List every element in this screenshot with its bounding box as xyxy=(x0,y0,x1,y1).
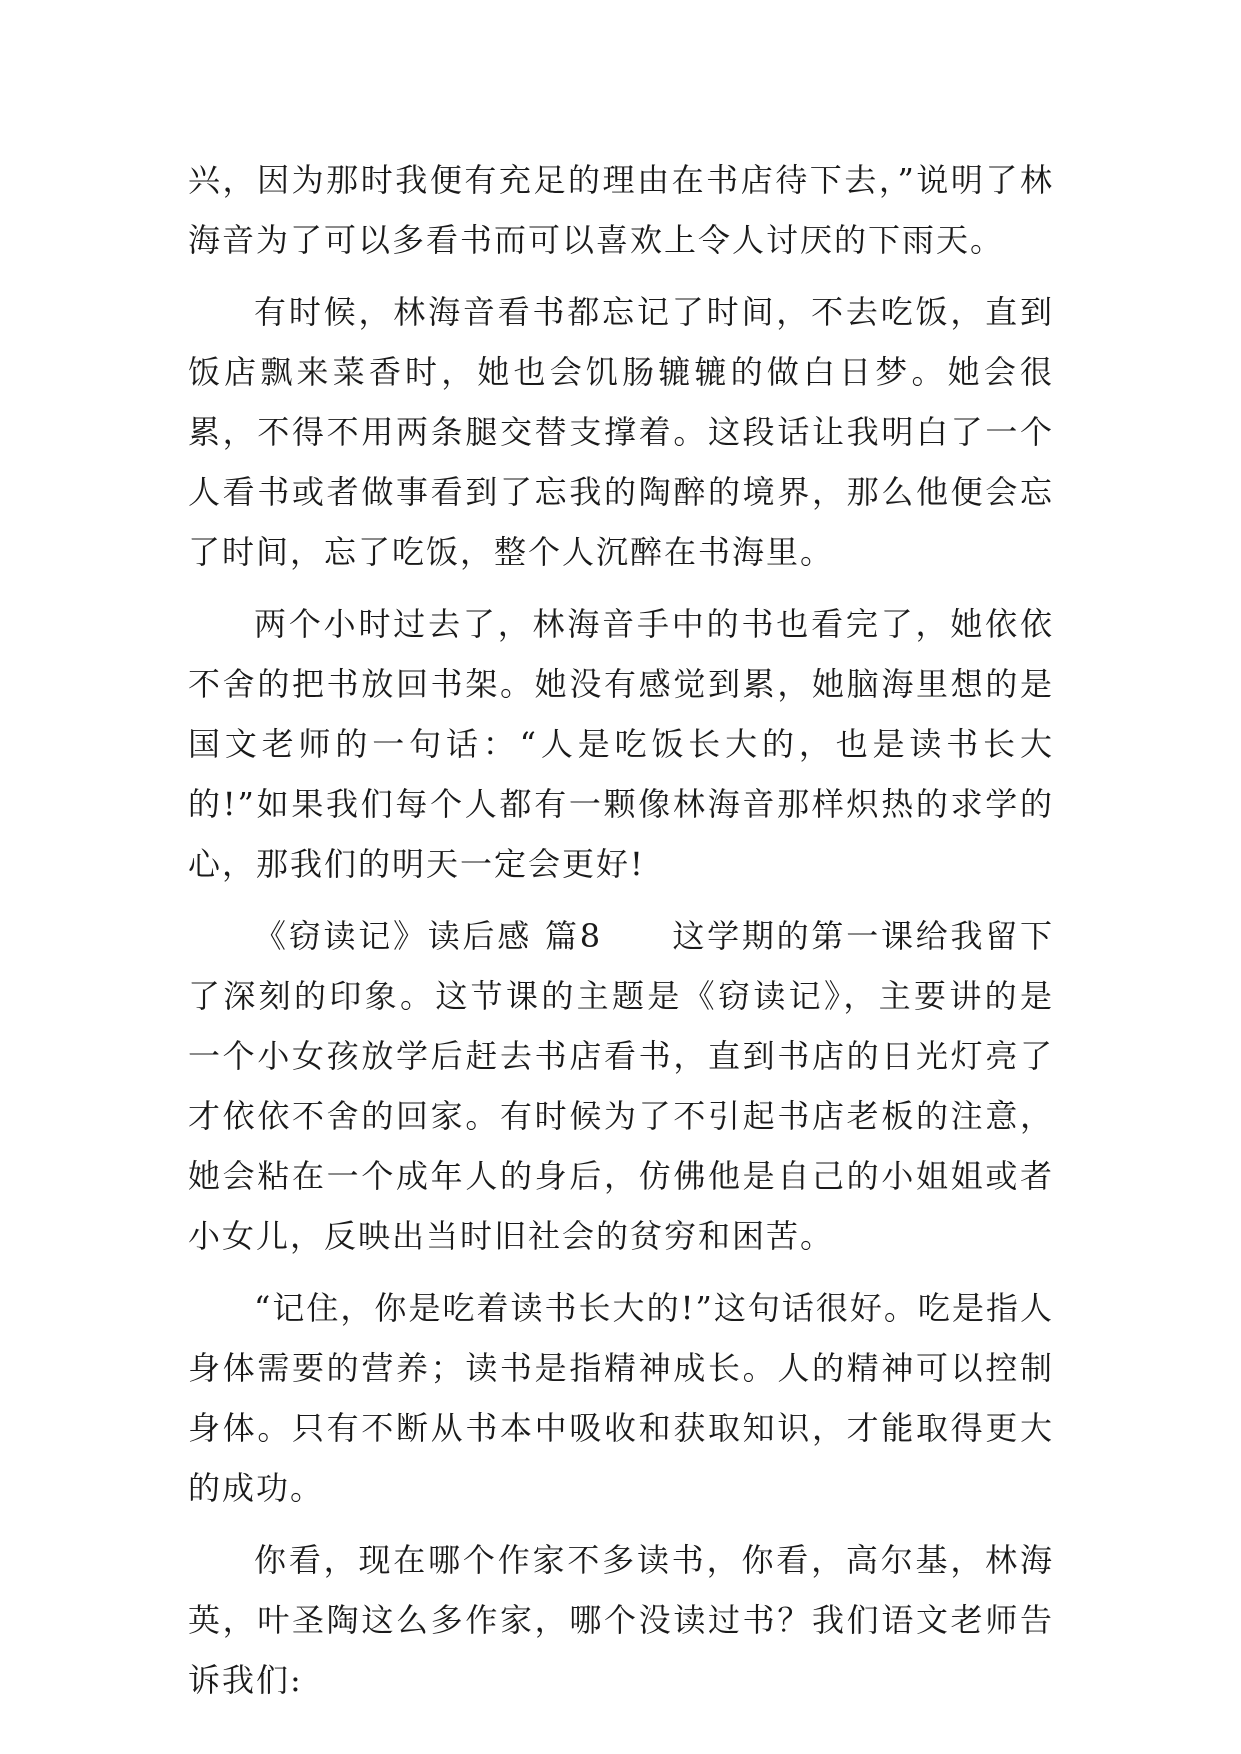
paragraph-1: 兴，因为那时我便有充足的理由在书店待下去，”说明了林海音为了可以多看书而可以喜欢上令人讨厌的下雨天。 xyxy=(188,161,1054,259)
paragraph-5: “记住，你是吃着读书长大的!”这句话很好。吃是指人身体需要的营养；读书是指精神成长。人的精神可以控制身体。只有不断从书本中吸收和获取知识，才能取得更大的成功。 xyxy=(188,1289,1054,1507)
paragraph-4: 《窃读记》读后感 篇8 这学期的第一课给我留下了深刻的印象。这节课的主题是《窃读记》，主要讲的是一个小女孩放学后赶去书店看书，直到书店的日光灯亮了才依依不舍的回家。有时候为了不引起书店老板的注意，她会粘在一个成年人的身后，仿佛他是自己的小姐姐或者小女儿，反映出当时旧社会的贫穷和困苦。 xyxy=(188,917,1054,1255)
paragraph-3: 两个小时过去了，林海音手中的书也看完了，她依依不舍的把书放回书架。她没有感觉到累，她脑海里想的是国文老师的一句话：“人是吃饭长大的，也是读书长大的!”如果我们每个人都有一颗像林海音那样炽热的求学的心，那我们的明天一定会更好! xyxy=(188,605,1054,883)
document-page xyxy=(188,150,1054,1710)
paragraph-6: 你看，现在哪个作家不多读书，你看，高尔基，林海英，叶圣陶这么多作家，哪个没读过书？我们语文老师告诉我们: xyxy=(188,1541,1054,1699)
paragraph-2: 有时候，林海音看书都忘记了时间，不去吃饭，直到饭店飘来菜香时，她也会饥肠辘辘的做白日梦。她会很累，不得不用两条腿交替支撑着。这段话让我明白了一个人看书或者做事看到了忘我的陶醉的境界，那么他便会忘了时间，忘了吃饭，整个人沉醉在书海里。 xyxy=(188,293,1054,571)
